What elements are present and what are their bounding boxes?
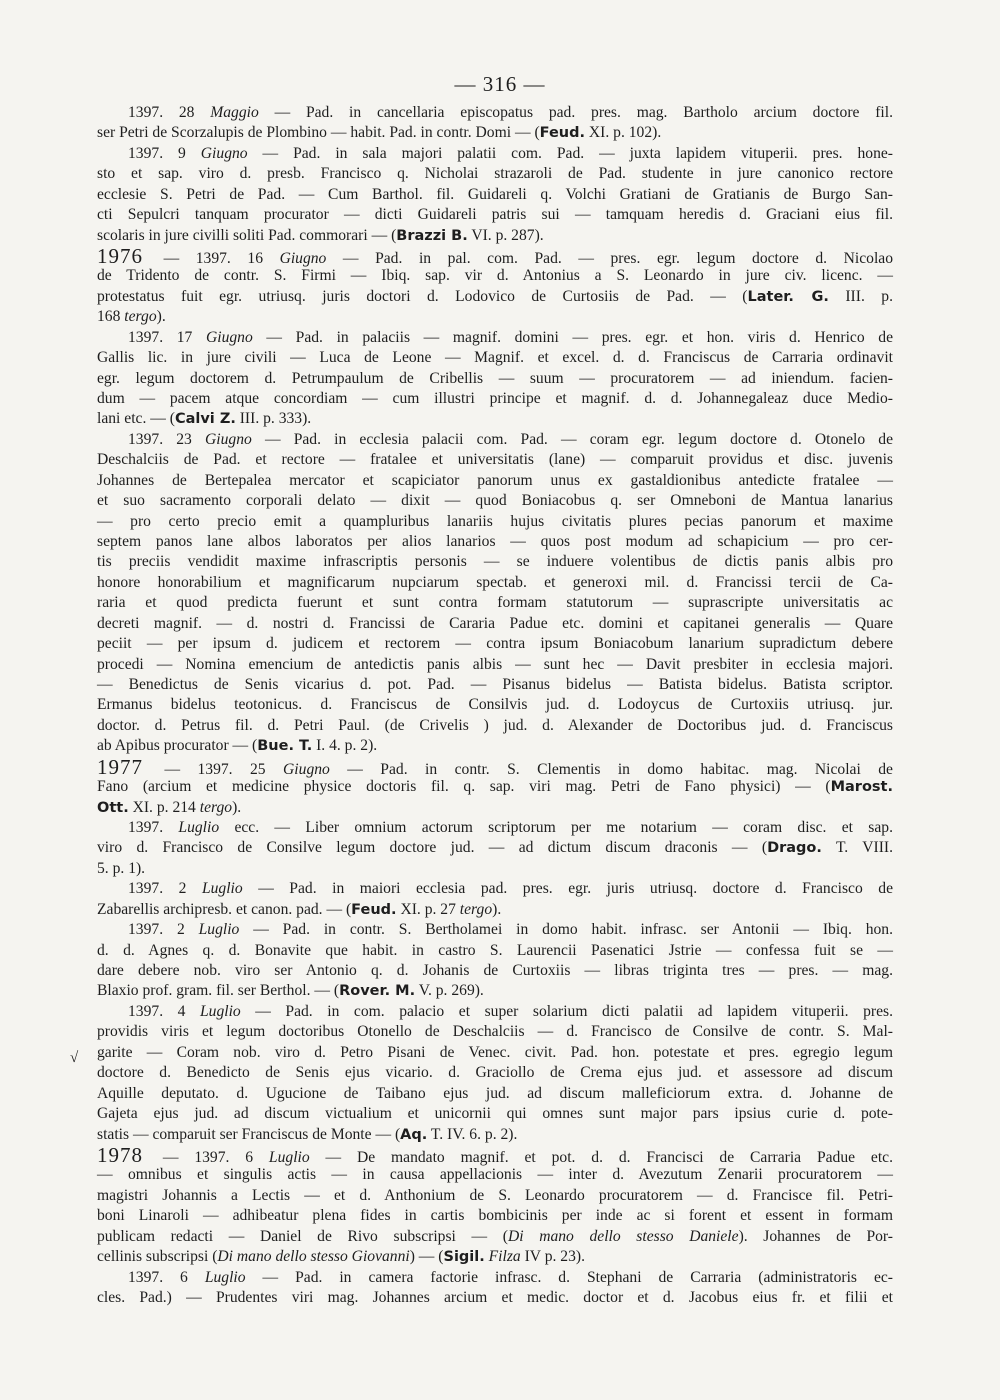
text-line: 1397. 17 Giugno — Pad. in palaciis — magnif. domini — pres. egr. et hon. viris d. Henrico de bbox=[128, 328, 893, 346]
italic-text: Luglio bbox=[268, 1148, 310, 1166]
source-reference: Sigil. bbox=[443, 1249, 485, 1266]
italic-text: Luglio bbox=[201, 880, 243, 898]
text-line: Deschalciis de Pad. et rectore — fratalee et universitatis (lane) — comparuit providus et disc. juvenis bbox=[97, 451, 893, 469]
source-reference: Aq. bbox=[400, 1126, 428, 1143]
document-number: 1976 bbox=[97, 244, 143, 268]
text-line: dare debere nob. viro ser Antonio q. d. Johanis de Curtoxiis — libras triginta tres — pres. — mag. bbox=[97, 962, 893, 980]
italic-text: tergo bbox=[199, 798, 233, 816]
text-line: tis preciis vendidit maxime infrascriptis personis — se induere volentibus de dictis panis albis pro bbox=[97, 553, 893, 571]
text-line: Ott. XI. p. 214 tergo). bbox=[97, 798, 242, 816]
text-line: decreti magnif. — d. nostri d. Francissi de Cararia Padue etc. domini et capitanei generalis — Quare bbox=[97, 614, 893, 632]
document-number: 1978 bbox=[97, 1142, 143, 1167]
text-line: 1977 — 1397. 25 Giugno — Pad. in contr. S. Clementis in domo habitac. mag. Nicolai de bbox=[97, 754, 893, 779]
text-line: 5. p. 1). bbox=[97, 859, 146, 877]
text-line: Zabarellis archipresb. et canon. pad. — (Feud. XI. p. 27 tergo). bbox=[97, 900, 502, 918]
text-line: 168 tergo). bbox=[97, 308, 166, 326]
italic-text: Maggio bbox=[210, 104, 259, 121]
text-line: ecclesie S. Petri de Pad. — Cum Barthol. fil. Guidareli q. Volchi Gratiani de Gratianis de Burgo San- bbox=[97, 185, 893, 203]
text-line: Johannes de Bertepalea mercator et scapiciator panorum unus ex gastaldionibus antedicte fratalee — bbox=[97, 471, 893, 489]
text-line: doctor. d. Petrus fil. d. Petri Paul. (de Crivelis ) jud. d. Alexander de Doctoribus jud. d. Franciscus bbox=[97, 716, 893, 734]
italic-text: Di mano dello stesso Giovanni bbox=[217, 1248, 410, 1266]
source-reference: Later. G. bbox=[747, 288, 829, 305]
text-line: cti Sepulcri tanquam procurator — dicti Guidareli patris sui — tamquam heredis d. Graciani eius fil. bbox=[97, 206, 893, 224]
text-line: doctore d. Benedicto de Senis ejus vicario. d. Graciollo de Crema ejus jud. et assessore ad discum bbox=[97, 1064, 893, 1082]
text-line: lani etc. — (Calvi Z. III. p. 333). bbox=[97, 410, 312, 428]
text-line: cles. Pad.) — Prudentes viri mag. Johannes arcium et medic. doctor et d. Jacobus eius fr. et filii et bbox=[97, 1288, 893, 1306]
italic-text: Filza bbox=[488, 1248, 521, 1266]
text-line: 1397. 23 Giugno — Pad. in ecclesia palacii com. Pad. — coram egr. legum doctore d. Otonelo de bbox=[128, 430, 893, 448]
text-line: Aquille deputato. d. Ugucione de Taibano ejus jud. ad discum malleficiorum extra. d. Johanne de bbox=[97, 1084, 893, 1102]
text-line: 1978 — 1397. 6 Luglio — De mandato magnif. et pot. d. d. Francisci de Carraria Padue etc. bbox=[97, 1142, 893, 1167]
text-line: dum — pacem atque concordiam — cum illustri principe et magnif. d. d. Johannegaleaz duce Medio- bbox=[97, 390, 893, 408]
italic-text: Giugno bbox=[205, 430, 252, 448]
text-line: d. d. Agnes q. d. Bonavite que habit. in castro S. Laurencii Pasenatici Jstrie — confessa fuit se — bbox=[97, 941, 893, 959]
text-line: magistri Johannis a Lectis — et d. Anthonium de S. Leonardo procuratorem — d. Francisce fil. Petri- bbox=[97, 1186, 893, 1204]
source-reference: Brazzi B. bbox=[396, 227, 468, 244]
text-line: honore honorabilium et magnificarum nupciarum spectab. et generoxi mil. d. Francissi tercii de Ca- bbox=[97, 573, 893, 591]
text-line: Gajeta ejus jud. ad discum victualium et unicornii qui omnes sunt major pars ipsius curie d. pote- bbox=[97, 1105, 893, 1123]
text-line: garite — Coram nob. viro d. Petro Pisani de Venec. civit. Pad. hon. potestate et pres. egregio legum bbox=[97, 1043, 893, 1061]
text-line: 1397. 2 Luglio — Pad. in maiori ecclesia pad. pres. egr. juris utriusq. doctore d. Francisco de bbox=[128, 880, 894, 898]
text-line: 1397. Luglio ecc. — Liber omnium actorum scriptorum per me notarium — coram disc. et sap. bbox=[128, 819, 893, 837]
text-line: 1397. 2 Luglio — Pad. in contr. S. Bertholamei in domo habit. infrasc. ser Antonii — Ibiq. hon. bbox=[128, 921, 894, 939]
text-line: cellinis subscripsi (Di mano dello stesso Giovanni) — (Sigil. Filza IV p. 23). bbox=[97, 1248, 585, 1266]
text-line: egr. legum doctorem d. Petrumpaulum de Cribellis — suum — procuratorem — ad iniendum. facien- bbox=[97, 369, 893, 387]
text-line: Blaxio prof. gram. fil. ser Berthol. — (Rover. M. V. p. 269). bbox=[97, 982, 484, 1000]
text-line: viro d. Francisco de Consilve legum doctore jud. — ad dictum discum draconis — (Drago. T. VIII. bbox=[97, 839, 893, 857]
text-line: de Tridento de contr. S. Firmi — Ibiq. sap. vir d. Antonius a S. Leonardo in jure civ. licenc. — bbox=[97, 267, 893, 285]
source-reference: Ott. bbox=[97, 799, 129, 816]
source-reference: Feud. bbox=[351, 901, 397, 918]
document-number: 1977 bbox=[97, 754, 143, 779]
text-line: septem panos lane albos laboratos per alios lanarios — quos post modum ad schapicium — pro cer- bbox=[97, 533, 893, 551]
text-line: sto et sap. viro d. presb. Francisco q. Nicholai strazaroli de Pad. studente in jure canonico rectore bbox=[97, 165, 893, 183]
source-reference: Marost. bbox=[830, 779, 893, 796]
text-line: 1397. 9 Giugno — Pad. in sala majori palatii com. Pad. — juxta lapidem vituperii. pres. hone- bbox=[128, 144, 893, 162]
italic-text: Giugno bbox=[279, 250, 327, 267]
italic-text: Luglio bbox=[178, 819, 220, 837]
source-reference: Feud. bbox=[539, 125, 586, 142]
italic-text: Di mano dello stesso Daniele bbox=[507, 1227, 739, 1245]
text-line: et suo sacramento corporali delato — dixit — quod Boniacobus q. ser Omneboni de Mantua lanarius bbox=[97, 492, 893, 510]
text-line: Gallis lic. in jure civili — Luca de Leone — Magnif. et excel. d. d. Franciscus de Carraria ordinavit bbox=[97, 349, 893, 367]
text-line: statis — comparuit ser Franciscus de Monte — (Aq. T. IV. 6. p. 2). bbox=[97, 1125, 518, 1143]
source-reference: Rover. M. bbox=[339, 983, 416, 1000]
text-line: — omnibus et singulis actis — in causa appellacionis — inter d. Avezutum Zenarii procuratorem — bbox=[97, 1166, 893, 1184]
text-line: boni Linaroli — adhibeatur plena fides in cartis bombicinis per inde ac si forent et essent in formam bbox=[97, 1207, 893, 1225]
italic-text: Giugno bbox=[283, 760, 330, 778]
text-line: — pro certo precio emit a quampluribus lanariis hujus civitatis plures pecias panorum et maxime bbox=[97, 512, 893, 530]
italic-text: Giugno bbox=[200, 144, 248, 162]
page-number: — 316 — bbox=[454, 72, 546, 96]
text-line: — Benedictus de Senis vicarius d. pot. Pad. — Pisanus bidelus — Batista bidelus. Batista scriptor. bbox=[97, 676, 893, 694]
text-line: Fano (arcium et medicine physice doctoris fil. q. sap. viri mag. Petri de Fano physici) — (Marost. bbox=[97, 778, 893, 796]
italic-text: tergo bbox=[124, 308, 157, 326]
text-line: ab Apibus procurator — (Bue. T. I. 4. p. 2). bbox=[97, 737, 378, 755]
text-line: peciit — per ipsum d. judicem et rectorem — contra ipsum Boniacobum lanarium supradictum debere bbox=[97, 635, 893, 653]
source-reference: Calvi Z. bbox=[174, 411, 236, 428]
italic-text: Luglio bbox=[199, 1002, 241, 1020]
text-line: procedi — Nomina emencium de antedictis panis albis — sunt hec — Davit presbiter in ecclesia majori. bbox=[97, 655, 893, 673]
text-line: raria et quod predicta fuerunt et sunt contra formam statutorum — suprascripte universitatis ac bbox=[97, 594, 893, 612]
italic-text: Giugno bbox=[205, 328, 253, 346]
italic-text: tergo bbox=[459, 900, 493, 918]
text-line: protestatus fuit egr. utriusq. juris doctori d. Lodovico de Curtosiis de Pad. — (Later. G. III. p. bbox=[97, 287, 893, 305]
text-line: 1397. 28 Maggio — Pad. in cancellaria episcopatus pad. pres. mag. Bartholo arcium doctore fil. bbox=[128, 104, 893, 121]
text-line: scolaris in jure civilli soliti Pad. commorari — (Brazzi B. VI. p. 287). bbox=[97, 226, 544, 244]
italic-text: Luglio bbox=[198, 921, 240, 939]
text-line: providis viris et legum doctoribus Otonello de Deschalciis — d. Francisco de Consilve de contr. S. Mal- bbox=[97, 1023, 893, 1041]
italic-text: Luglio bbox=[204, 1268, 246, 1286]
text-line: 1976 — 1397. 16 Giugno — Pad. in pal. com. Pad. — pres. egr. legum doctore d. Nicolao bbox=[97, 244, 893, 268]
text-line: 1397. 4 Luglio — Pad. in com. palacio et super solarium dicti palatii ad lapidem vituperii. pres. bbox=[128, 1002, 893, 1020]
text-line: Ermanus bidelus teotonicus. d. Franciscus de Consilvis jud. d. Lodoycus de Curtoxiis utriusq. jur. bbox=[97, 696, 893, 714]
margin-mark: √ bbox=[70, 1050, 79, 1066]
source-reference: Drago. bbox=[767, 840, 822, 857]
text-line: publicam redacti — Daniel de Rivo subscripsi — (Di mano dello stesso Daniele). Johannes de Por- bbox=[97, 1227, 894, 1245]
text-line: ser Petri de Scorzalupis de Plombino — habit. Pad. in contr. Domi — (Feud. XI. p. 102). bbox=[97, 124, 662, 142]
text-line: 1397. 6 Luglio — Pad. in camera factorie infrasc. d. Stephani de Carraria (administratoris ec- bbox=[128, 1268, 893, 1286]
source-reference: Bue. T. bbox=[257, 738, 313, 755]
